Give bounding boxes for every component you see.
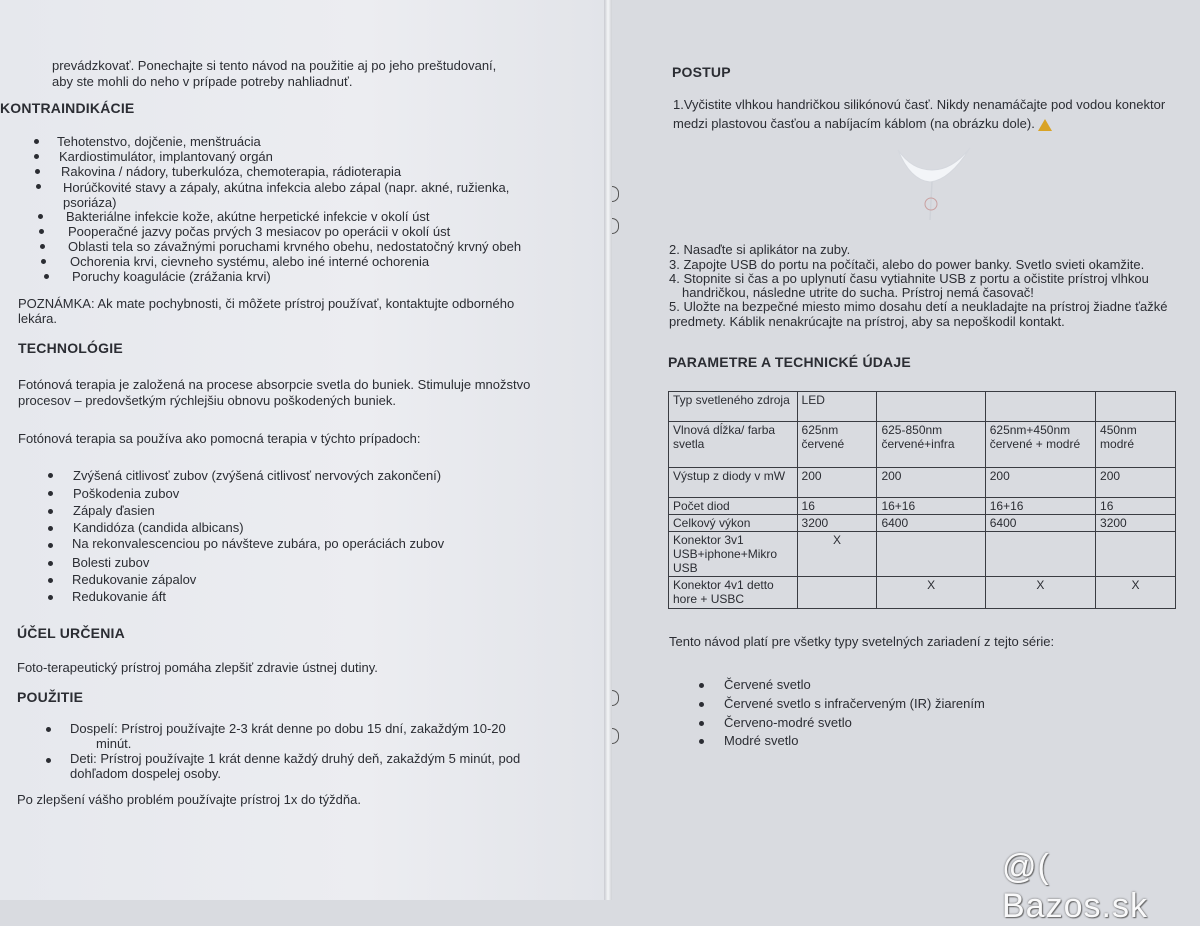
- table-cell: 3200: [797, 515, 877, 532]
- bullet-icon: [40, 244, 45, 249]
- left-page: [0, 0, 608, 900]
- bullet-icon: [46, 727, 51, 732]
- table-cell: 200: [877, 468, 985, 498]
- table-cell: Typ svetleného zdroja: [669, 392, 798, 422]
- series-item: Modré svetlo: [724, 733, 799, 748]
- contra-item: Poruchy koagulácie (zrážania krvi): [72, 269, 271, 284]
- table-cell: X: [1096, 577, 1176, 609]
- table-cell: 625nm+450nm červené + modré: [985, 422, 1095, 468]
- bullet-icon: [35, 169, 40, 174]
- step-4b: handričkou, následne utrite do sucha. Prístroj nemá časovač!: [682, 285, 1034, 300]
- contra-item: Tehotenstvo, dojčenie, menštruácia: [57, 134, 261, 149]
- table-cell: X: [877, 577, 985, 609]
- table-cell: [877, 532, 985, 577]
- bullet-icon: [699, 702, 704, 707]
- bullet-icon: [34, 154, 39, 159]
- table-cell: 200: [797, 468, 877, 498]
- table-cell: 16+16: [985, 498, 1095, 515]
- bullet-icon: [48, 473, 53, 478]
- bullet-icon: [48, 595, 53, 600]
- tech-item: Na rekonvalescenciou po návšteve zubára, po operáciách zubov: [72, 536, 445, 551]
- table-cell: 200: [985, 468, 1095, 498]
- tech-item: Kandidóza (candida albicans): [73, 520, 244, 535]
- step-2: 2. Nasaďte si aplikátor na zuby.: [669, 242, 851, 257]
- usage-item-1a: Dospelí: Prístroj používajte 2-3 krát denne po dobu 15 dní, zakaždým 10-20: [70, 721, 506, 736]
- series-intro: Tento návod platí pre všetky typy svetelných zariadení z tejto série:: [669, 634, 1055, 649]
- contra-item: Oblasti tela so závažnými poruchami krvného obehu, nedostatočný krvný obeh: [68, 239, 522, 254]
- contra-item: Ochorenia krvi, cievneho systému, alebo iné interné ochorenia: [70, 254, 430, 269]
- note-line-2: lekára.: [18, 311, 58, 326]
- bullet-icon: [41, 259, 46, 264]
- series-item: Červené svetlo s infračerveným (IR) žiarením: [724, 696, 985, 711]
- bullet-icon: [38, 214, 43, 219]
- table-cell: [1096, 392, 1176, 422]
- table-cell: X: [797, 532, 877, 577]
- tech-item: Zvýšená citlivosť zubov (zvýšená citlivosť nervových zakončení): [73, 468, 442, 483]
- tech-item: Redukovanie zápalov: [72, 572, 197, 587]
- bullet-icon: [48, 578, 53, 583]
- technology-paragraph-2: Fotónová terapia sa používa ako pomocná terapia v týchto prípadoch:: [18, 431, 421, 446]
- contra-item: Kardiostimulátor, implantovaný orgán: [59, 149, 273, 164]
- table-cell: [985, 392, 1095, 422]
- tech-item: Redukovanie áft: [72, 589, 166, 604]
- procedure-heading: POSTUP: [672, 64, 731, 80]
- table-cell: Vlnová dĺžka/ farba svetla: [669, 422, 798, 468]
- bullet-icon: [699, 739, 704, 744]
- table-cell: Počet diod: [669, 498, 798, 515]
- table-row: [669, 532, 1176, 577]
- table-cell: [797, 577, 877, 609]
- bullet-icon: [48, 526, 53, 531]
- bullet-icon: [39, 229, 44, 234]
- site-watermark: @( Bazos.sk: [1002, 848, 1148, 925]
- table-cell: 450nm modré: [1096, 422, 1176, 468]
- table-row: [669, 468, 1176, 498]
- technology-heading: TECHNOLÓGIE: [18, 340, 123, 356]
- bullet-icon: [44, 274, 49, 279]
- bullet-icon: [48, 561, 53, 566]
- applicator-image: [890, 140, 980, 230]
- table-cell: 6400: [985, 515, 1095, 532]
- spec-table: [668, 391, 1176, 609]
- purpose-heading: ÚČEL URČENIA: [17, 625, 125, 641]
- table-cell: 16: [797, 498, 877, 515]
- table-cell: 16+16: [877, 498, 985, 515]
- table-cell: [1096, 532, 1176, 577]
- technology-paragraph-1a: Fotónová terapia je založená na procese absorpcie svetla do buniek. Stimuluje množstvo: [18, 377, 531, 392]
- table-cell: LED: [797, 392, 877, 422]
- step-5a: 5. Uložte na bezpečné miesto mimo dosahu detí a neukladajte na prístroj žiadne ťažké: [669, 299, 1168, 314]
- intro-line-1: prevádzkovať. Ponechajte si tento návod na použitie aj po jeho preštudovaní,: [52, 58, 497, 73]
- table-cell: 625nm červené: [797, 422, 877, 468]
- table-cell: Konektor 4v1 detto hore + USBC: [669, 577, 798, 609]
- bullet-icon: [46, 758, 51, 763]
- table-row: [669, 498, 1176, 515]
- table-cell: 6400: [877, 515, 985, 532]
- contra-item: Rakovina / nádory, tuberkulóza, chemoterapia, rádioterapia: [61, 164, 402, 179]
- table-cell: Výstup z diody v mW: [669, 468, 798, 498]
- table-cell: 625-850nm červené+infra: [877, 422, 985, 468]
- series-item: Červeno-modré svetlo: [724, 715, 852, 730]
- bullet-icon: [36, 184, 41, 189]
- contra-item: Pooperačné jazvy počas prvých 3 mesiacov po operácii v okolí úst: [68, 224, 451, 239]
- bullet-icon: [48, 491, 53, 496]
- usage-item-1b: minút.: [96, 736, 132, 751]
- step-1b: medzi plastovou časťou a nabíjacím káblom (na obrázku dole).: [673, 116, 1052, 131]
- table-row: [669, 392, 1176, 422]
- bullet-icon: [48, 509, 53, 514]
- note-line-1: POZNÁMKA: Ak mate pochybnosti, či môžete prístroj používať, kontaktujte odborného: [18, 296, 515, 311]
- bullet-icon: [699, 683, 704, 688]
- table-row: [669, 577, 1176, 609]
- usage-item-2b: dohľadom dospelej osoby.: [70, 766, 221, 781]
- step-3: 3. Zapojte USB do portu na počítači, alebo do power banky. Svetlo svieti okamžite.: [669, 257, 1145, 272]
- table-cell: [877, 392, 985, 422]
- table-cell: [985, 532, 1095, 577]
- usage-item-2a: Deti: Prístroj používajte 1 krát denne každý druhý deň, zakaždým 5 minút, pod: [70, 751, 521, 766]
- step-4a: 4. Stopnite si čas a po uplynutí času vytiahnite USB z portu a očistite prístroj vlhkou: [669, 271, 1149, 286]
- intro-line-2: aby ste mohli do neho v prípade potreby nahliadnuť.: [52, 74, 353, 89]
- table-cell: 3200: [1096, 515, 1176, 532]
- tech-item: Poškodenia zubov: [73, 486, 180, 501]
- purpose-text: Foto-terapeutický prístroj pomáha zlepšiť zdravie ústnej dutiny.: [17, 660, 378, 675]
- table-row: [669, 515, 1176, 532]
- contra-item-cont: psoriáza): [63, 195, 117, 210]
- tech-item: Bolesti zubov: [72, 555, 150, 570]
- contra-item: Bakteriálne infekcie kože, akútne herpetické infekcie v okolí úst: [66, 209, 430, 224]
- usage-heading: POUŽITIE: [17, 689, 84, 705]
- table-cell: X: [985, 577, 1095, 609]
- bullet-icon: [699, 721, 704, 726]
- parameters-heading: PARAMETRE A TECHNICKÉ ÚDAJE: [668, 354, 911, 370]
- table-cell: Celkový výkon: [669, 515, 798, 532]
- table-cell: Konektor 3v1 USB+iphone+Mikro USB: [669, 532, 798, 577]
- series-item: Červené svetlo: [724, 677, 811, 692]
- table-cell: 200: [1096, 468, 1176, 498]
- contraindications-heading: KONTRAINDIKÁCIE: [0, 100, 135, 116]
- tech-item: Zápaly ďasien: [73, 503, 155, 518]
- bullet-icon: [48, 543, 53, 548]
- step-1a: 1.Vyčistite vlhkou handričkou silikónovú časť. Nikdy nenamáčajte pod vodou konektor: [673, 97, 1166, 112]
- usage-footer: Po zlepšení vášho problém používajte prístroj 1x do týždňa.: [17, 792, 361, 807]
- warning-icon: [1038, 119, 1052, 131]
- bullet-icon: [34, 139, 39, 144]
- step-5b: predmety. Káblik nenakrúcajte na prístroj, aby sa nepoškodil kontakt.: [669, 314, 1065, 329]
- contra-item: Horúčkovité stavy a zápaly, akútna infekcia alebo zápal (napr. akné, ružienka,: [63, 180, 510, 195]
- table-cell: 16: [1096, 498, 1176, 515]
- table-row: [669, 422, 1176, 468]
- technology-paragraph-1b: procesov – predovšetkým rýchlejšiu obnovu poškodených buniek.: [18, 393, 396, 408]
